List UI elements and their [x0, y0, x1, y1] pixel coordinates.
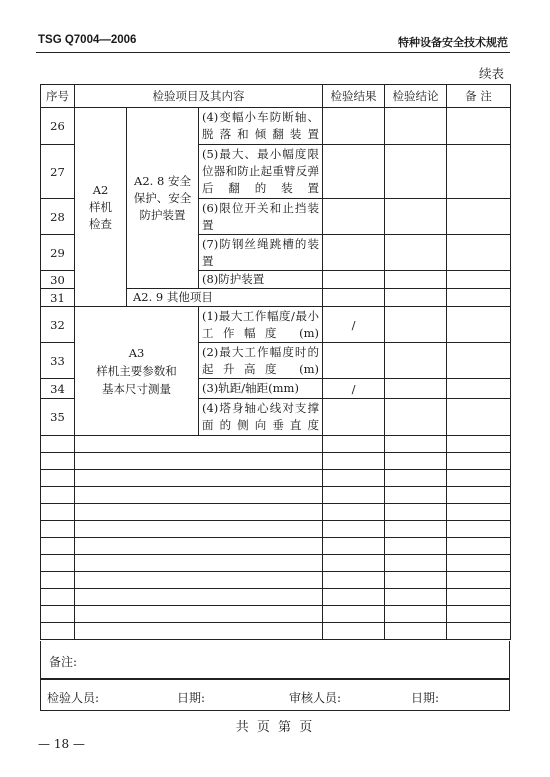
inspect-date-label: 日期:	[177, 691, 206, 705]
row-no: 28	[41, 199, 75, 235]
table-row	[41, 307, 511, 343]
blank-row	[41, 572, 511, 589]
row-content: (6)限位开关和止挡装置	[199, 199, 323, 235]
row-content: (4)变幅小车防断轴、脱落和倾翻装置	[199, 108, 323, 145]
table-header-row	[41, 85, 511, 108]
row-note	[447, 399, 511, 436]
header-result: 检验结果	[323, 85, 385, 108]
row-result	[323, 399, 385, 436]
blank-row	[41, 589, 511, 606]
row-no: 30	[41, 271, 75, 289]
table-row	[41, 108, 511, 145]
continued-label: 续表	[478, 66, 504, 81]
row-conclusion	[385, 399, 447, 436]
row-no: 32	[41, 307, 75, 343]
row-conclusion	[385, 289, 447, 307]
reviewer-label: 审核人员:	[289, 691, 342, 705]
header-rule	[36, 52, 510, 53]
sub-a28-label: A2. 8 安全 保护、安全 防护装置	[127, 108, 199, 289]
row-note	[447, 108, 511, 145]
row-content: (2)最大工作幅度时的起升高度 (m)	[199, 343, 323, 379]
header-conclusion: 检验结论	[385, 85, 447, 108]
row-content: (3)轨距/轴距(mm)	[199, 379, 323, 399]
row-result: /	[323, 307, 385, 343]
header-note: 备 注	[447, 85, 511, 108]
row-result	[323, 108, 385, 145]
group-a3-label: A3 样机主要参数和 基本尺寸测量	[75, 307, 199, 436]
row-result	[323, 199, 385, 235]
document-series-title: 特种设备安全技术规范	[398, 36, 508, 49]
row-content: (8)防护装置	[199, 271, 323, 289]
page-number: — 18 —	[38, 737, 85, 751]
row-no: 31	[41, 289, 75, 307]
row-result	[323, 235, 385, 271]
row-no: 26	[41, 108, 75, 145]
row-no: 33	[41, 343, 75, 379]
row-content: (4)塔身轴心线对支撑面的侧向垂直度	[199, 399, 323, 436]
row-conclusion	[385, 145, 447, 199]
row-conclusion	[385, 271, 447, 289]
row-no: 34	[41, 379, 75, 399]
row-content: (1)最大工作幅度/最小工作幅度 (m)	[199, 307, 323, 343]
row-conclusion	[385, 199, 447, 235]
row-content: (7)防钢丝绳跳槽的装置	[199, 235, 323, 271]
row-no: 27	[41, 145, 75, 199]
blank-row	[41, 436, 511, 453]
row-content: (5)最大、最小幅度限位器和防止起重臂反弹后翻的装置	[199, 145, 323, 199]
row-result: /	[323, 379, 385, 399]
signature-row	[40, 679, 510, 711]
row-note	[447, 235, 511, 271]
blank-row	[41, 470, 511, 487]
blank-row	[41, 487, 511, 504]
row-note	[447, 343, 511, 379]
row-note	[447, 307, 511, 343]
row-conclusion	[385, 307, 447, 343]
row-result	[323, 289, 385, 307]
blank-row	[41, 453, 511, 470]
sub-a29-label: A2. 9 其他项目	[127, 289, 323, 307]
row-no: 29	[41, 235, 75, 271]
row-note	[447, 379, 511, 399]
document-code: TSG Q7004—2006	[38, 34, 137, 46]
group-a2-label: A2 样机 检查	[75, 108, 127, 307]
header-no: 序号	[41, 85, 75, 108]
row-no: 35	[41, 399, 75, 436]
blank-row	[41, 555, 511, 572]
review-date-label: 日期:	[411, 691, 440, 705]
blank-row	[41, 623, 511, 640]
row-conclusion	[385, 343, 447, 379]
row-note	[447, 271, 511, 289]
row-conclusion	[385, 108, 447, 145]
blank-row	[41, 521, 511, 538]
row-note	[447, 145, 511, 199]
row-result	[323, 145, 385, 199]
header-item: 检验项目及其内容	[75, 85, 323, 108]
page-count: 共 页 第 页	[235, 720, 315, 735]
remarks-label: 备注:	[49, 655, 78, 669]
row-conclusion	[385, 379, 447, 399]
row-result	[323, 271, 385, 289]
blank-row	[41, 538, 511, 555]
row-note	[447, 199, 511, 235]
blank-row	[41, 606, 511, 623]
row-result	[323, 343, 385, 379]
remarks-box	[40, 641, 510, 679]
row-note	[447, 289, 511, 307]
inspector-label: 检验人员:	[47, 691, 100, 705]
inspection-table	[40, 84, 511, 640]
row-conclusion	[385, 235, 447, 271]
blank-row	[41, 504, 511, 521]
